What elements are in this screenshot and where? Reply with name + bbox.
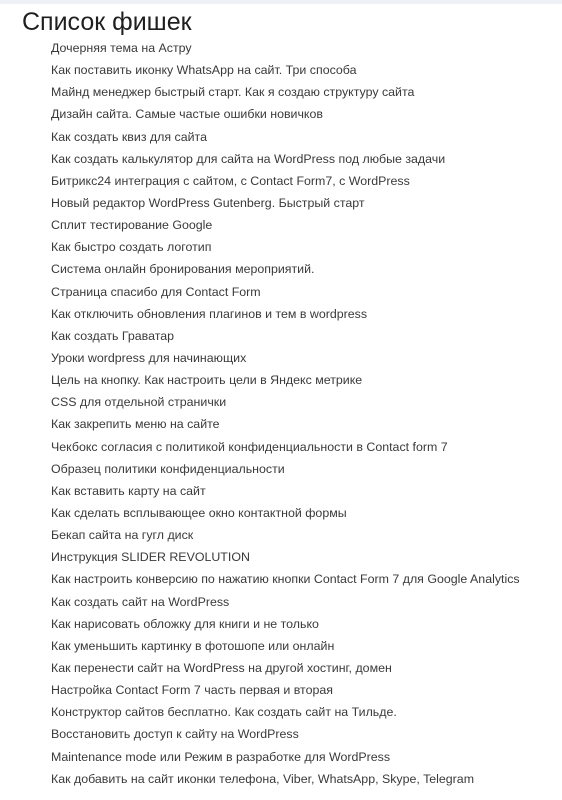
list-item <box>51 325 520 347</box>
article-link[interactable]: Как нарисовать обложку для книги и не только <box>51 616 319 631</box>
list-item <box>51 568 520 590</box>
article-link[interactable]: Новый редактор WordPress Gutenberg. Быстрый старт <box>51 195 365 210</box>
article-link[interactable]: Образец политики конфиденциальности <box>51 461 285 476</box>
article-link[interactable]: Битрикс24 интеграция с сайтом, с Contact Form7, с WordPress <box>51 173 410 188</box>
list-item <box>51 458 520 480</box>
list-item <box>51 37 520 59</box>
list-item <box>51 59 520 81</box>
article-link[interactable]: Как создать калькулятор для сайта на WordPress под любые задачи <box>51 151 446 166</box>
list-item <box>51 81 520 103</box>
article-link[interactable]: Как перенести сайт на WordPress на другой хостинг, домен <box>51 660 392 675</box>
list-item <box>51 148 520 170</box>
list-item <box>51 723 520 745</box>
article-link[interactable]: Как создать Граватар <box>51 328 175 343</box>
article-link[interactable]: Как добавить на сайт иконки телефона, Viber, WhatsApp, Skype, Telegram <box>51 771 475 786</box>
list-item <box>51 214 520 236</box>
article-link[interactable]: Страница спасибо для Contact Form <box>51 284 261 299</box>
article-link[interactable]: Настройка Contact Form 7 часть первая и вторая <box>51 683 333 698</box>
list-item <box>51 679 520 701</box>
article-link[interactable]: Maintenance mode или Режим в разработке для WordPress <box>51 749 391 764</box>
article-link[interactable]: Как сделать всплывающее окно контактной формы <box>51 505 347 520</box>
article-link[interactable]: Дочерняя тема на Астру <box>51 41 192 55</box>
list-item <box>51 303 520 325</box>
article-link[interactable]: Уроки wordpress для начинающих <box>51 350 247 365</box>
list-item <box>51 524 520 546</box>
article-link[interactable]: Как быстро создать логотип <box>51 240 212 255</box>
article-link[interactable]: Конструктор сайтов бесплатно. Как создать сайт на Тильде. <box>51 705 397 720</box>
list-item <box>51 369 520 391</box>
page-title: Список фишек <box>22 8 192 36</box>
list-item <box>51 236 520 258</box>
article-link[interactable]: Инструкция SLIDER REVOLUTION <box>51 550 250 565</box>
list-item <box>51 281 520 303</box>
list-item <box>51 768 520 790</box>
list-item <box>51 391 520 413</box>
article-link[interactable]: Сплит тестирование Google <box>51 218 213 233</box>
article-link[interactable]: Майнд менеджер быстрый старт. Как я создаю структуру сайта <box>51 85 415 100</box>
list-item <box>51 746 520 768</box>
article-link[interactable]: Как отключить обновления плагинов и тем в wordpress <box>51 306 368 321</box>
article-link[interactable]: Как настроить конверсию по нажатию кнопки Contact Form 7 для Google Analytics <box>51 572 520 587</box>
list-item <box>51 546 520 568</box>
article-link[interactable]: Восстановить доступ к сайту на WordPress <box>51 727 299 742</box>
list-item <box>51 480 520 502</box>
list-item <box>51 347 520 369</box>
article-link[interactable]: Бекап сайта на гугл диск <box>51 528 194 543</box>
list-item <box>51 436 520 458</box>
list-item <box>51 192 520 214</box>
article-link[interactable]: Чекбокс согласия с политикой конфиденциальности в Contact form 7 <box>51 439 448 454</box>
article-link[interactable]: Как уменьшить картинку в фотошопе или онлайн <box>51 638 335 653</box>
article-link[interactable]: Как поставить иконку WhatsApp на сайт. Три способа <box>51 63 357 78</box>
list-item <box>51 103 520 125</box>
article-link[interactable]: Как создать квиз для сайта <box>51 129 207 144</box>
list-item <box>51 635 520 657</box>
article-link[interactable]: Как закрепить меню на сайте <box>51 417 220 432</box>
list-item <box>51 413 520 435</box>
article-link[interactable]: CSS для отдельной странички <box>51 395 227 410</box>
list-item <box>51 126 520 148</box>
article-link[interactable]: Дизайн сайта. Самые частые ошибки новичков <box>51 107 323 122</box>
list-item <box>51 613 520 635</box>
article-link[interactable]: Как вставить карту на сайт <box>51 483 206 498</box>
list-item <box>51 591 520 613</box>
feature-list <box>51 37 520 790</box>
list-item <box>51 657 520 679</box>
list-item <box>51 258 520 280</box>
article-link[interactable]: Система онлайн бронирования мероприятий. <box>51 262 315 277</box>
list-item <box>51 701 520 723</box>
list-item <box>51 170 520 192</box>
article-link[interactable]: Цель на кнопку. Как настроить цели в Яндекс метрике <box>51 373 363 388</box>
article-link[interactable]: Как создать сайт на WordPress <box>51 594 230 609</box>
list-item <box>51 502 520 524</box>
